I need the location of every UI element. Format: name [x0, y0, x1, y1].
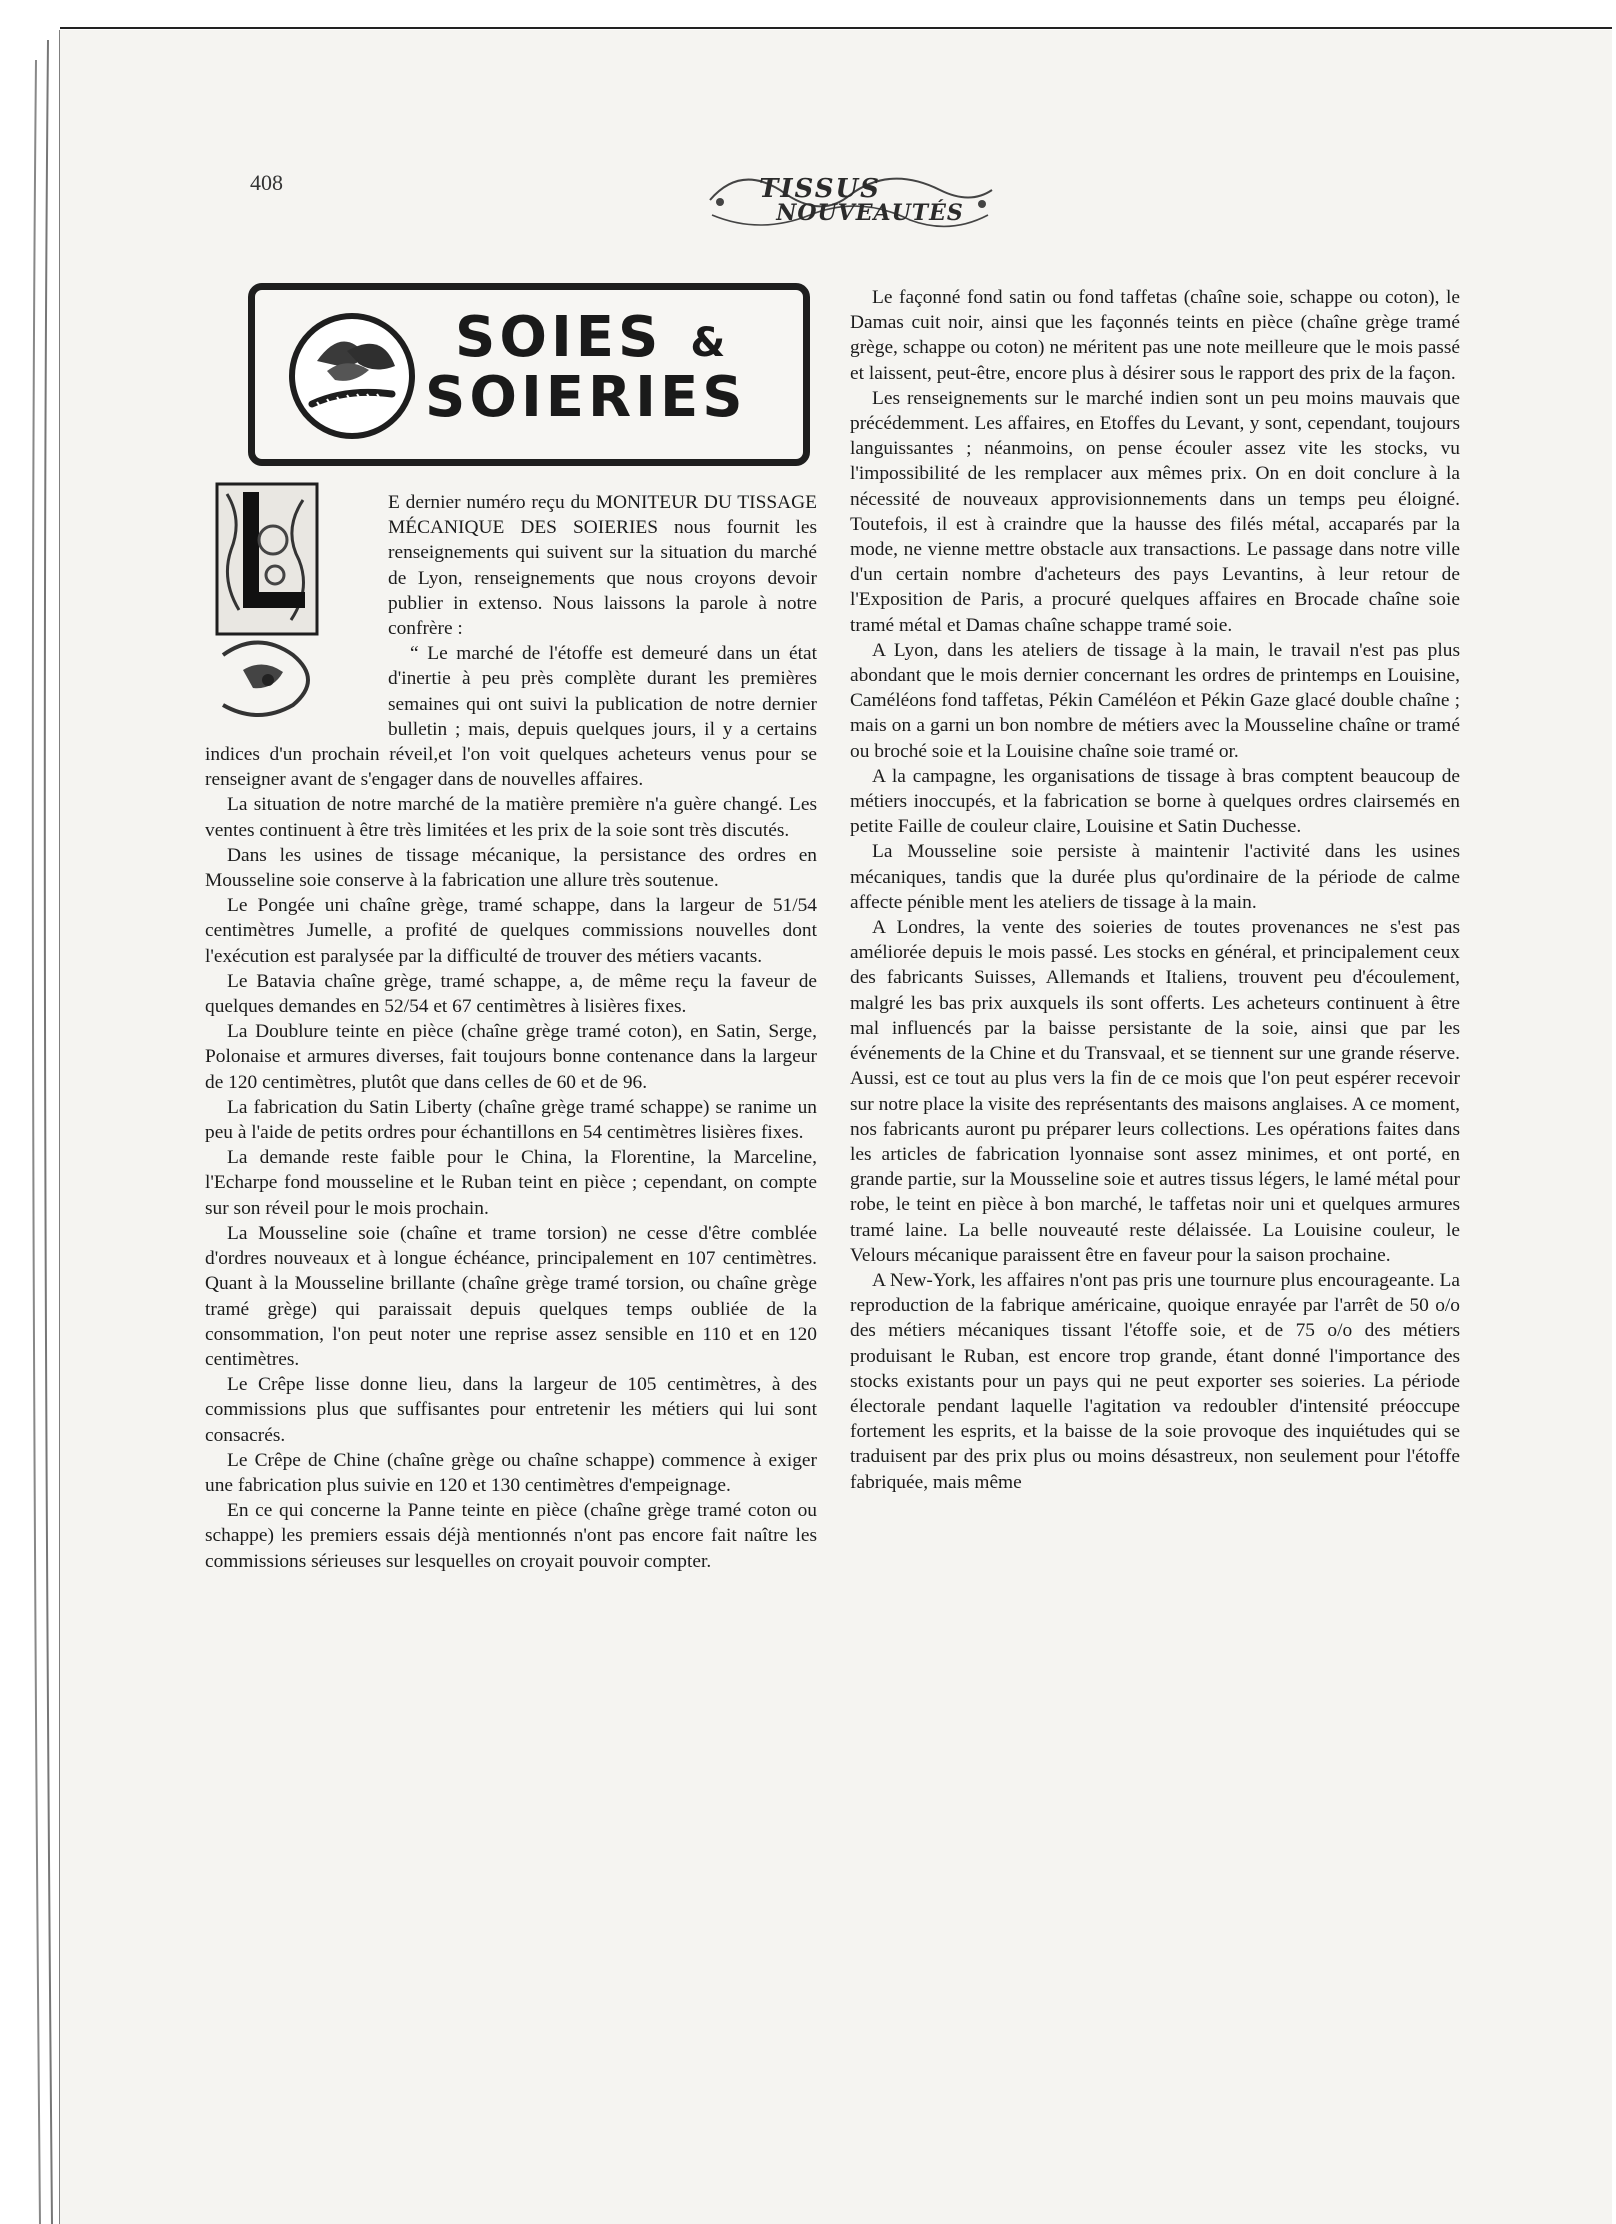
paragraph: En ce qui concerne la Panne teinte en pièce (chaîne grège tramé coton ou schappe) les premiers essais déjà mentionnés n'ont pas encore fait naître les commissions sérieuses sur lesquelles on croyait pouvoir compter.	[205, 1500, 817, 1572]
paragraph: A Londres, la vente des soieries de toutes provenances ne s'est pas améliorée depuis le mois passé. Les stocks en général, et principalement ceux des fabricants Suisses, Allemands et Italiens, trouvent peu d'écoulement, malgré les bas prix auxquels ils sont offerts. Les acheteurs continuent à être mal influencés par la baisse persistante de la soie, ainsi que par les événements de la Chine et du Transvaal, et se tiennent sur une grande réserve. Aussi, est ce tout au plus vers la fin de ce mois que l'on peut espérer recevoir sur notre place la visite des représentants des maisons anglaises. A ce moment, nos fabricants auront pu préparer leurs collections. Les opérations faites dans les articles de fabrication lyonnaise sont assez minimes, et ont porté, en grande partie, sur la Mousseline soie et autres tissus légers, le lamé métal pour robe, le teint en pièce à bon marché, le taffetas noir uni et quelques armures tramé laine. La belle nouveauté reste délaissée. La Louisine couleur, le Velours mécanique paraissent être en faveur pour la saison prochaine.	[850, 917, 1460, 1266]
paragraph: Dans les usines de tissage mécanique, la persistance des ordres en Mousseline soie conserve à la fabrication une allure très soutenue.	[205, 844, 817, 892]
section-title-word-2: SOIERIES	[425, 365, 747, 431]
paragraph: Le Crêpe lisse donne lieu, dans la largeur de 105 centimètres, à des commissions plus que suffisantes pour entretenir les métiers qui lui sont consacrés.	[205, 1374, 817, 1446]
paragraph: A Lyon, dans les ateliers de tissage à la main, le travail n'est pas plus abondant que le mois dernier concernant les ordres de printemps en Louisine, Caméléons fond taffetas, Pékin Caméléon et Pékin Gaze glacé double chaîne ; mais on a garni un bon nombre de métiers avec la Mousseline chaîne or tramé ou broché soie et la Louisine chaîne soie tramé or.	[850, 639, 1460, 762]
paragraph: La situation de notre marché de la matière première n'a guère changé. Les ventes continuent à être très limitées et les prix de la soie sont très discutés.	[205, 794, 817, 841]
paragraph: A la campagne, les organisations de tissage à bras comptent beaucoup de métiers inoccupés, et la fabrication se borne à quelques ordres clairsemés en petite Faille de couleur claire, Louisine et Satin Duchesse.	[850, 765, 1460, 838]
article-column-left	[205, 490, 817, 1574]
article-column-right	[850, 285, 1460, 1495]
paragraph: Le Pongée uni chaîne grège, tramé schappe, dans la largeur de 51/54 centimètres Jumelle, a profité de quelques commissions nouvelles dont l'exécution est paralysée par la difficulté de trouver des métiers vacants.	[205, 895, 817, 967]
masthead-word-1: TISSUS	[759, 174, 881, 204]
masthead-logo	[700, 160, 1000, 240]
masthead-word-2: NOUVEAUTÉS	[776, 200, 964, 226]
section-title-ampersand: &	[690, 320, 730, 366]
initial-spacer	[205, 490, 380, 738]
paragraph: Le Crêpe de Chine (chaîne grège ou chaîne schappe) commence à exiger une fabrication plus suivie en 120 et 130 centimètres d'empeignage.	[205, 1449, 817, 1496]
section-title-box	[248, 283, 810, 466]
paragraph: A New-York, les affaires n'ont pas pris une tournure plus encourageante. La reproduction de la fabrique américaine, quoique enrayée par l'arrêt de 50 o/o des métiers mécaniques tissant l'étoffe soie, et de 75 o/o des métiers produisant le Ruban, est encore trop grande, étant donné l'importance des stocks existants pour un pays qui ne peut exporter ses soieries. La période électorale pendant laquelle l'agitation va redoubler d'intensité préoccupe fortement les esprits, et la baisse de la soie provoque des inquiétudes qui se traduisent par des prix plus ou moins désastreux, non seulement pour l'étoffe fabriquée, mais même	[850, 1269, 1460, 1493]
paragraph: “ Le marché de l'étoffe est demeuré dans un état d'inertie à peu près complète durant les premières semaines qui ont suivi la publication de notre dernier bulletin ; mais, depuis quelques jours, il y a certains indices d'un prochain réveil,et l'on voit quelques acheteurs venus pour se renseigner avant de s'engager dans de nouvelles affaires.	[205, 643, 817, 791]
paragraph: La fabrication du Satin Liberty (chaîne grège tramé schappe) se ranime un peu à l'aide de petits ordres pour échantillons en 54 centimètres lisières fixes.	[205, 1096, 817, 1144]
paragraph: La Mousseline soie (chaîne et trame torsion) ne cesse d'être comblée d'ordres nouveaux et à longue échéance, principalement en 107 centimètres. Quant à la Mousseline brillante (chaîne grège tramé torsion, ou chaîne grège tramé grège) qui paraissait depuis quelques temps oubliée de la consommation, l'on peut noter une reprise assez sensible en 110 et en 120 centimètres.	[205, 1222, 817, 1370]
paragraph: E dernier numéro reçu du MONITEUR DU TISSAGE MÉCANIQUE DES SOIERIES nous fournit les renseignements qui suivent sur la situation du marché de Lyon, renseignements que nous croyons devoir publier in extenso. Nous laissons la parole à notre confrère :	[388, 492, 817, 640]
paragraph: Le Batavia chaîne grège, tramé schappe, a, de même reçu la faveur de quelques demandes en 52/54 et 67 centimètres à lisières fixes.	[205, 970, 817, 1018]
paragraph: La Doublure teinte en pièce (chaîne grège tramé coton), en Satin, Serge, Polonaise et armures diverses, fait toujours bonne contenance dans la largeur de 120 centimètres, plutôt que dans celles de 60 et de 96.	[205, 1021, 817, 1093]
paragraph: Le façonné fond satin ou fond taffetas (chaîne soie, schappe ou coton), le Damas cuit noir, ainsi que les façonnés teints en pièce (chaîne grège tramé grège, schappe ou coton) ne méritent pas une note meilleure que le mois passé et laissent, peut-être, encore plus à désirer sous le rapport des prix de la façon.	[850, 287, 1460, 384]
paragraph: La demande reste faible pour le China, la Florentine, la Marceline, l'Echarpe fond mousseline et le Ruban teint en pièce ; cependant, on compte sur son réveil pour le mois prochain.	[205, 1147, 817, 1219]
page-number: 408	[250, 170, 283, 195]
paragraph: Les renseignements sur le marché indien sont un peu moins mauvais que précédemment. Les affaires, en Etoffes du Levant, y sont, cependant, toujours languissantes ; néanmoins, on pense écouler assez vite les stocks, vu l'impossibilité de les remplacer aux mêmes prix. On en doit conclure à la nécessité de nouveaux approvisionnements dans un temps peu éloigné. Toutefois, il est à craindre que la hausse des filés métal, accaparés par la mode, ne vienne mettre obstacle aux transactions. Le passage dans notre ville d'un certain nombre d'acheteurs des pays Levantins, à leur retour de l'Exposition de Paris, a procuré quelques affaires en Brocade chaîne soie tramé métal et Damas chaîne schappe tramé soie.	[850, 387, 1460, 636]
section-title-word-1: SOIES	[455, 305, 663, 370]
silkworm-emblem	[287, 306, 417, 446]
paragraph: La Mousseline soie persiste à maintenir l'activité dans les usines mécaniques, tandis que la durée plus qu'ordinaire de la période de calme affecte pénible ment les ateliers de tissage à la main.	[850, 841, 1460, 913]
